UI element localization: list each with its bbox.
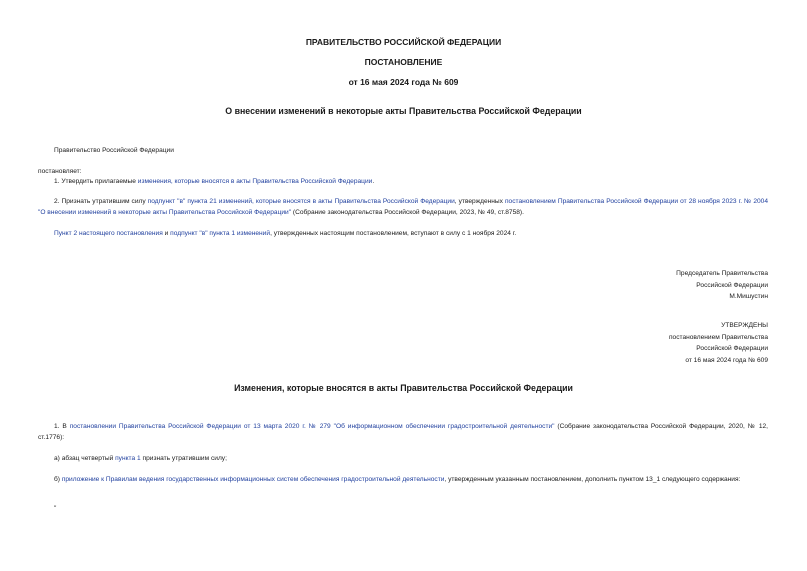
signature-block bbox=[676, 268, 768, 303]
approved-block bbox=[669, 320, 768, 366]
signature-name: М.Мишустин bbox=[729, 293, 768, 300]
paragraph-1: 1. Утвердить прилагаемые изменения, которые вносятся в акты Правительства Российской Федерации. bbox=[54, 178, 375, 185]
approved-by: постановлением Правительства bbox=[668, 333, 768, 341]
paragraph-2: 2. Признать утратившим силу подпункт "в" пункта 21 изменений, которые вносятся в акты Правительства Российской Федерации, утвержденных постановлением Правительства Российской Федерации от 28 ноября 2023 г. № 2004 "О внесении изменений в некоторые акты Правительства Российской Федерации" (Собрание законодательства Российской Федерации, 2023, № 49, ст.8758). bbox=[38, 198, 769, 216]
link-decree-2004[interactable]: постановлением Правительства Российской Федерации от 28 ноября 2023 г. № 2004 "О внесении изменений в некоторые акты Правительства Российской Федерации" bbox=[38, 198, 769, 216]
approved-date: от 16 мая 2024 года № 609 bbox=[685, 356, 768, 364]
approved-title: УТВЕРЖДЕНЫ bbox=[721, 322, 768, 329]
signature-country: Российской Федерации bbox=[696, 281, 768, 289]
changes-paragraph-b: б) приложение к Правилам ведения государственных информационных систем обеспечения градостроительной деятельности, утвержденным указанным постановлением, дополнить пунктом 13_1 следующего содержания: bbox=[54, 476, 741, 483]
date-number-heading: от 16 мая 2024 года № 609 bbox=[348, 77, 459, 87]
quote-mark: " bbox=[54, 505, 57, 512]
link-changes[interactable]: изменения, которые вносятся в акты Правительства Российской Федерации bbox=[137, 178, 373, 185]
link-subpoint-v-1[interactable]: подпункт "в" пункта 1 изменений bbox=[170, 230, 271, 237]
link-decree-279[interactable]: постановлении Правительства Российской Федерации от 13 марта 2020 г. № 279 "Об информационном обеспечении градостроительной деятельности" bbox=[69, 423, 555, 430]
changes-paragraph-a: а) абзац четвертый пункта 1 признать утратившим силу; bbox=[54, 455, 227, 462]
approved-country: Российской Федерации bbox=[696, 345, 768, 352]
link-point-2[interactable]: Пункт 2 настоящего постановления bbox=[54, 230, 163, 237]
signature-position: Председатель Правительства bbox=[676, 270, 768, 277]
document-title: О внесении изменений в некоторые акты Правительства Российской Федерации bbox=[225, 106, 582, 116]
decrees-line: постановляет: bbox=[38, 168, 82, 175]
changes-title: Изменения, которые вносятся в акты Правительства Российской Федерации bbox=[234, 383, 573, 393]
link-point-1[interactable]: пункта 1 bbox=[115, 455, 141, 462]
org-heading: ПРАВИТЕЛЬСТВО РОССИЙСКОЙ ФЕДЕРАЦИИ bbox=[305, 37, 502, 47]
doc-type-heading: ПОСТАНОВЛЕНИЕ bbox=[364, 57, 443, 67]
government-line: Правительство Российской Федерации bbox=[54, 147, 174, 154]
link-appendix-rules[interactable]: приложение к Правилам ведения государственных информационных систем обеспечения градостроительной деятельности bbox=[61, 476, 445, 483]
paragraph-3: Пункт 2 настоящего постановления и подпункт "в" пункта 1 изменений, утвержденных настоящим постановлением, вступают в силу с 1 ноября 2024 г. bbox=[54, 230, 517, 237]
link-subpoint-v-21[interactable]: подпункт "в" пункта 21 изменений, которые вносятся в акты Правительства Российской Федерации bbox=[147, 198, 455, 205]
changes-paragraph-1: 1. В постановлении Правительства Российской Федерации от 13 марта 2020 г. № 279 "Об информационном обеспечении градостроительной деятельности" (Собрание законодательства Российской Федерации, 2020, № 12, ст.1776): bbox=[38, 423, 769, 441]
